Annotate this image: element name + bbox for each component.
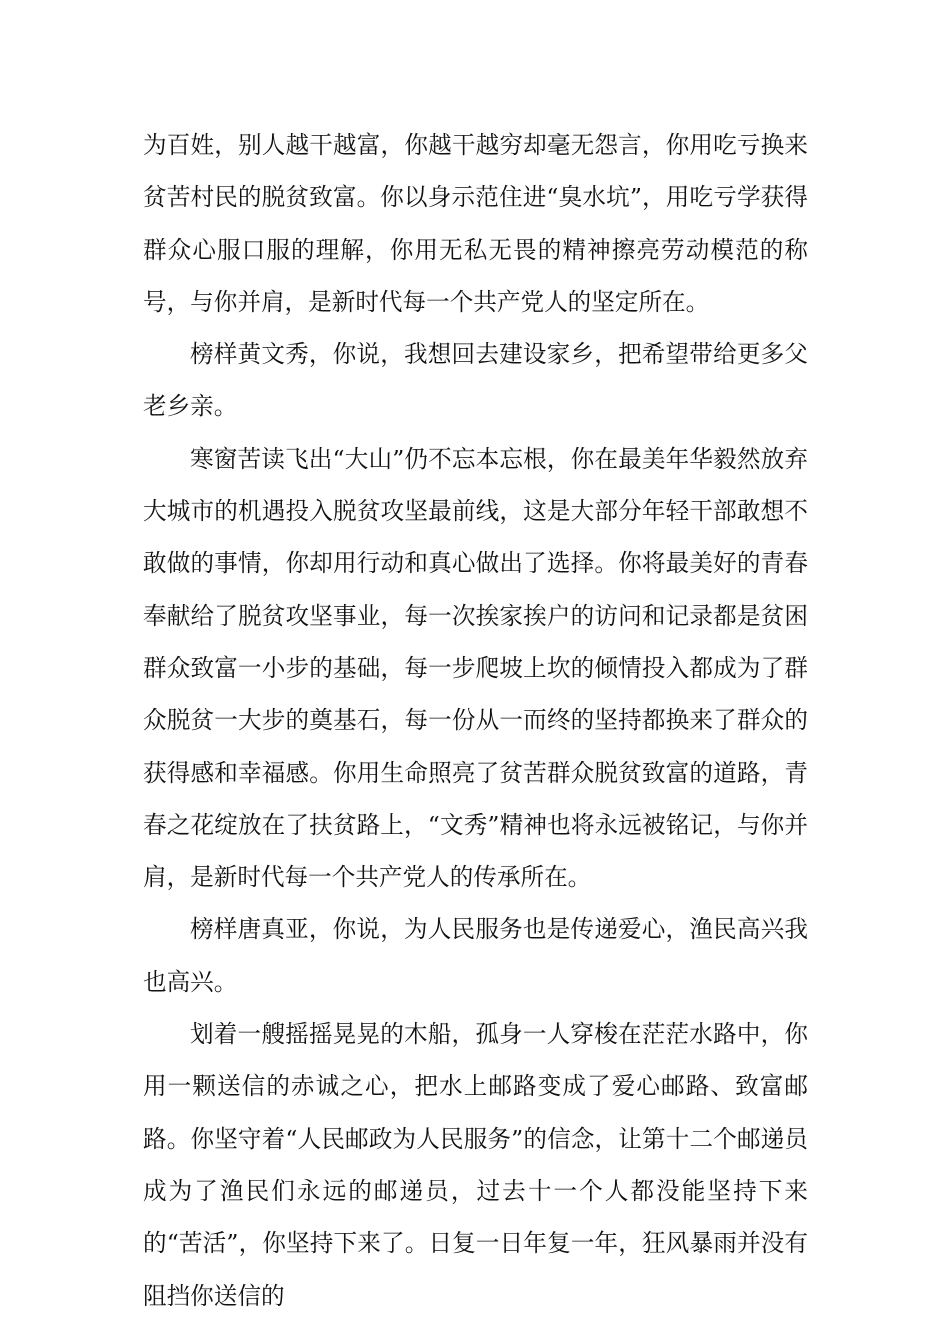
paragraph-tang-zhenya-story: 划着一艘摇摇晃晃的木船，孤身一人穿梭在茫茫水路中，你用一颗送信的赤诚之心，把水上邮路变成了爱心邮路、致富邮路。你坚守着“人民邮政为人民服务”的信念，让第十二个邮递员成为了渔民们永远的邮递员，过去十一个人都没能坚持下来的“苦活”，你坚持下来了。日复一日年复一年，狂风暴雨并没有阻挡你送信的 bbox=[143, 1020, 808, 1310]
paragraph-tang-zhenya-quote: 榜样唐真亚，你说，为人民服务也是传递爱心，渔民高兴我也高兴。 bbox=[143, 915, 808, 996]
document-body bbox=[143, 119, 808, 1322]
paragraph-continued: 为百姓，别人越干越富，你越干越穷却毫无怨言，你用吃亏换来贫苦村民的脱贫致富。你以身示范住进“臭水坑”，用吃亏学获得群众心服口服的理解，你用无私无畏的精神擦亮劳动模范的称号，与你并肩，是新时代每一个共产党人的坚定所在。 bbox=[143, 131, 808, 316]
paragraph-huang-wenxiu-story: 寒窗苦读飞出“大山”仍不忘本忘根，你在最美年华毅然放弃大城市的机遇投入脱贫攻坚最前线，这是大部分年轻干部敢想不敢做的事情，你却用行动和真心做出了选择。你将最美好的青春奉献给了脱贫攻坚事业，每一次挨家挨户的访问和记录都是贫困群众致富一小步的基础，每一步爬坡上坎的倾情投入都成为了群众脱贫一大步的奠基石，每一份从一而终的坚持都换来了群众的获得感和幸福感。你用生命照亮了贫苦群众脱贫致富的道路，青春之花绽放在了扶贫路上，“文秀”精神也将永远被铭记，与你并肩，是新时代每一个共产党人的传承所在。 bbox=[143, 444, 808, 892]
paragraph-huang-wenxiu-quote: 榜样黄文秀，你说，我想回去建设家乡，把希望带给更多父老乡亲。 bbox=[143, 340, 808, 421]
